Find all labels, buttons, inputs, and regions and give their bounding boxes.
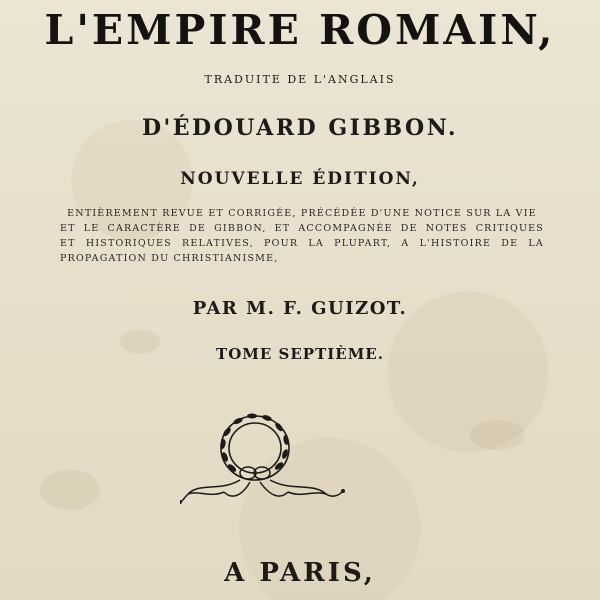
author-name: D'ÉDOUARD GIBBON. bbox=[141, 115, 459, 141]
description-line: ENTIÈREMENT REVUE ET CORRIGÉE, PRÉCÉDÉE D'UNE NOTICE SUR LA VIE bbox=[67, 208, 537, 219]
edition-description bbox=[60, 206, 544, 266]
laurel-wreath-ribbon-icon bbox=[180, 410, 370, 520]
paper-stain bbox=[40, 470, 100, 510]
editor-credit: PAR M. F. GUIZOT. bbox=[192, 298, 408, 319]
edition-statement: NOUVELLE ÉDITION, bbox=[180, 169, 420, 189]
description-line: ET HISTORIQUES RELATIVES, POUR LA PLUPART, A L'HISTOIRE DE LA bbox=[60, 238, 544, 249]
paper-stain bbox=[470, 420, 525, 450]
translation-note: TRADUITE DE L'ANGLAIS bbox=[204, 73, 396, 86]
book-title: L'EMPIRE ROMAIN, bbox=[44, 6, 556, 54]
description-line: ET LE CARACTÈRE DE GIBBON, ET ACCOMPAGNÉE DE NOTES CRITIQUES bbox=[60, 223, 544, 234]
publication-place: A PARIS, bbox=[224, 558, 376, 588]
volume-number: TOME SEPTIÈME. bbox=[216, 345, 384, 363]
description-line: PROPAGATION DU CHRISTIANISME, bbox=[60, 253, 279, 264]
